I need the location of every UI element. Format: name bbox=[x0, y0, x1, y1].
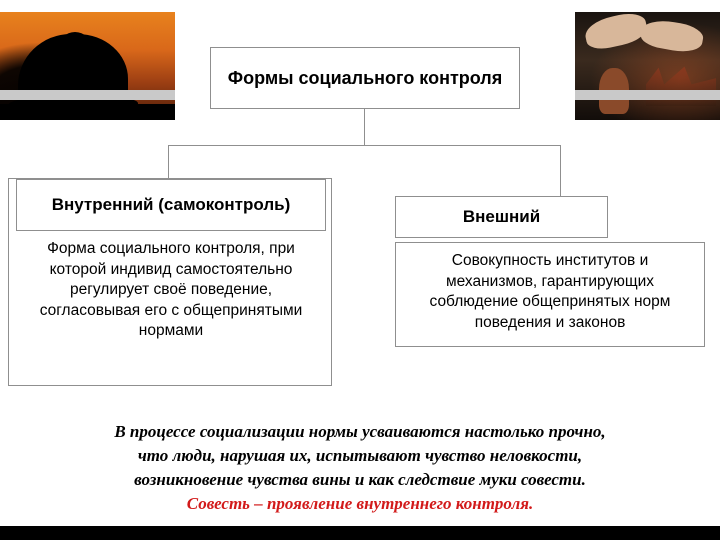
branch-external-body bbox=[395, 242, 705, 347]
branch-external-heading-text: Внешний bbox=[462, 207, 541, 226]
right-grey-bar bbox=[575, 90, 720, 100]
branch-internal-group bbox=[8, 178, 332, 386]
connector-right-down bbox=[560, 145, 561, 196]
branch-internal-heading bbox=[16, 179, 326, 231]
branch-external-body-text: Совокупность институтов и механизмов, гарантирующих соблюдение общепринятых норм поведения и законов bbox=[429, 252, 671, 331]
diagram-title-box bbox=[210, 47, 520, 109]
diagram-title-text: Формы социального контроля bbox=[227, 67, 503, 88]
branch-internal-heading-text: Внутренний (самоконтроль) bbox=[51, 195, 291, 215]
footer-line-2: что люди, нарушая их, испытывают чувство неловкости, bbox=[137, 446, 583, 466]
ground-shape bbox=[0, 104, 175, 120]
helping-hands-image bbox=[575, 12, 720, 120]
left-grey-bar bbox=[0, 90, 175, 100]
connector-horizontal-bus bbox=[168, 145, 560, 146]
bottom-black-bar bbox=[0, 526, 720, 540]
sunset-silhouette-image bbox=[0, 12, 175, 120]
branch-external-heading bbox=[395, 196, 608, 238]
branch-internal-body bbox=[9, 239, 333, 342]
footer-line-1: В процессе социализации нормы усваиваются настолько прочно, bbox=[114, 422, 606, 441]
footer-line-3: возникновение чувства вины и как следствие муки совести. bbox=[134, 470, 586, 490]
connector-title-down bbox=[364, 109, 365, 145]
connector-left-down bbox=[168, 145, 169, 178]
branch-internal-body-text: Форма социального контроля, при которой индивид самостоятельно регулирует своё поведение, согласовывая его с общепринятыми нормами bbox=[39, 240, 303, 340]
footer-text-block bbox=[14, 420, 706, 517]
man-head-shape bbox=[58, 32, 92, 66]
footer-line-4-highlight: Совесть – проявление внутреннего контроля. bbox=[186, 494, 534, 514]
